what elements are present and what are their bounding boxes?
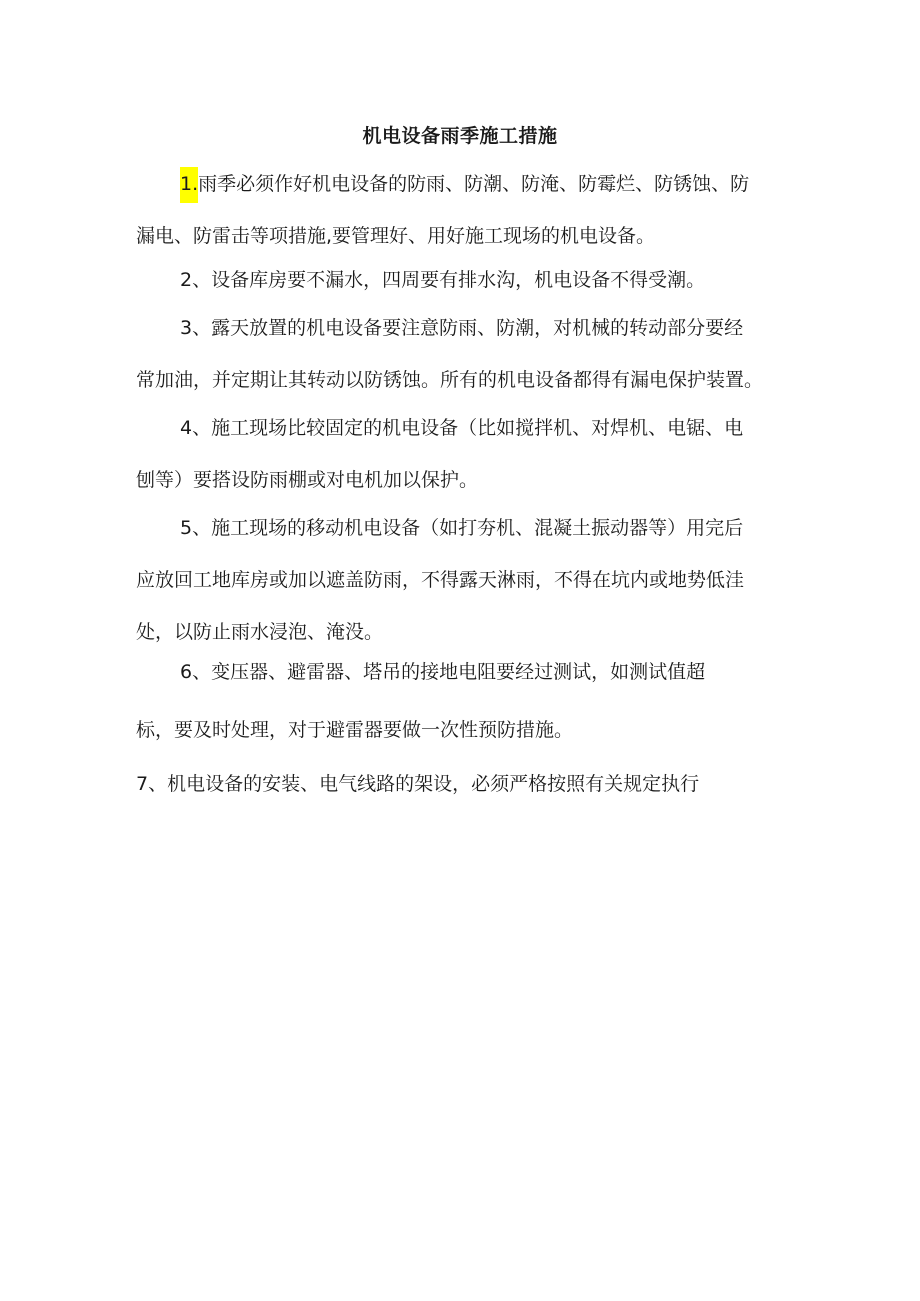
document-title: 机电设备雨季施工措施 <box>362 125 558 147</box>
paragraph-3-line-1: 3、露天放置的机电设备要注意防雨、防潮，对机械的转动部分要经 <box>180 317 744 339</box>
paragraph-4-line-2: 刨等）要搭设防雨棚或对电机加以保护。 <box>136 469 479 491</box>
paragraph-5-line-3: 处，以防止雨水浸泡、淹没。 <box>136 621 384 643</box>
paragraph-3 <box>136 302 796 406</box>
highlighted-number: 1. <box>180 167 198 203</box>
paragraph-1-line-2: 漏电、防雷击等项措施,要管理好、用好施工现场的机电设备。 <box>136 225 656 247</box>
paragraph-1-line-1 <box>136 158 796 210</box>
paragraph-4 <box>136 402 796 506</box>
paragraph-1-line-1-text: 雨季必须作好机电设备的防雨、防潮、防淹、防霉烂、防锈蚀、防 <box>198 173 750 195</box>
paragraph-7-line-1: 7、机电设备的安装、电气线路的架设，必须严格按照有关规定执行 <box>136 773 700 795</box>
paragraph-5 <box>136 502 796 658</box>
paragraph-3-line-2: 常加油，并定期让其转动以防锈蚀。所有的机电设备都得有漏电保护装置。 <box>136 369 764 391</box>
paragraph-2-line-1: 2、设备库房要不漏水，四周要有排水沟，机电设备不得受潮。 <box>180 269 706 291</box>
paragraph-6-first-line <box>136 646 796 698</box>
paragraph-5-line-1: 5、施工现场的移动机电设备（如打夯机、混凝土振动器等）用完后 <box>180 517 744 539</box>
paragraph-7 <box>136 758 796 810</box>
paragraph-6-line-2: 标，要及时处理，对于避雷器要做一次性预防措施。 <box>136 719 574 741</box>
paragraph-6-line-1: 6、变压器、避雷器、塔吊的接地电阻要经过测试，如测试值超 <box>180 661 706 683</box>
paragraph-6-second-line <box>136 704 796 756</box>
paragraph-1 <box>136 158 796 262</box>
paragraph-2 <box>136 254 796 306</box>
paragraph-5-line-2: 应放回工地库房或加以遮盖防雨，不得露天淋雨，不得在坑内或地势低洼 <box>136 569 745 591</box>
paragraph-4-line-1: 4、施工现场比较固定的机电设备（比如搅拌机、对焊机、电锯、电 <box>180 417 744 439</box>
